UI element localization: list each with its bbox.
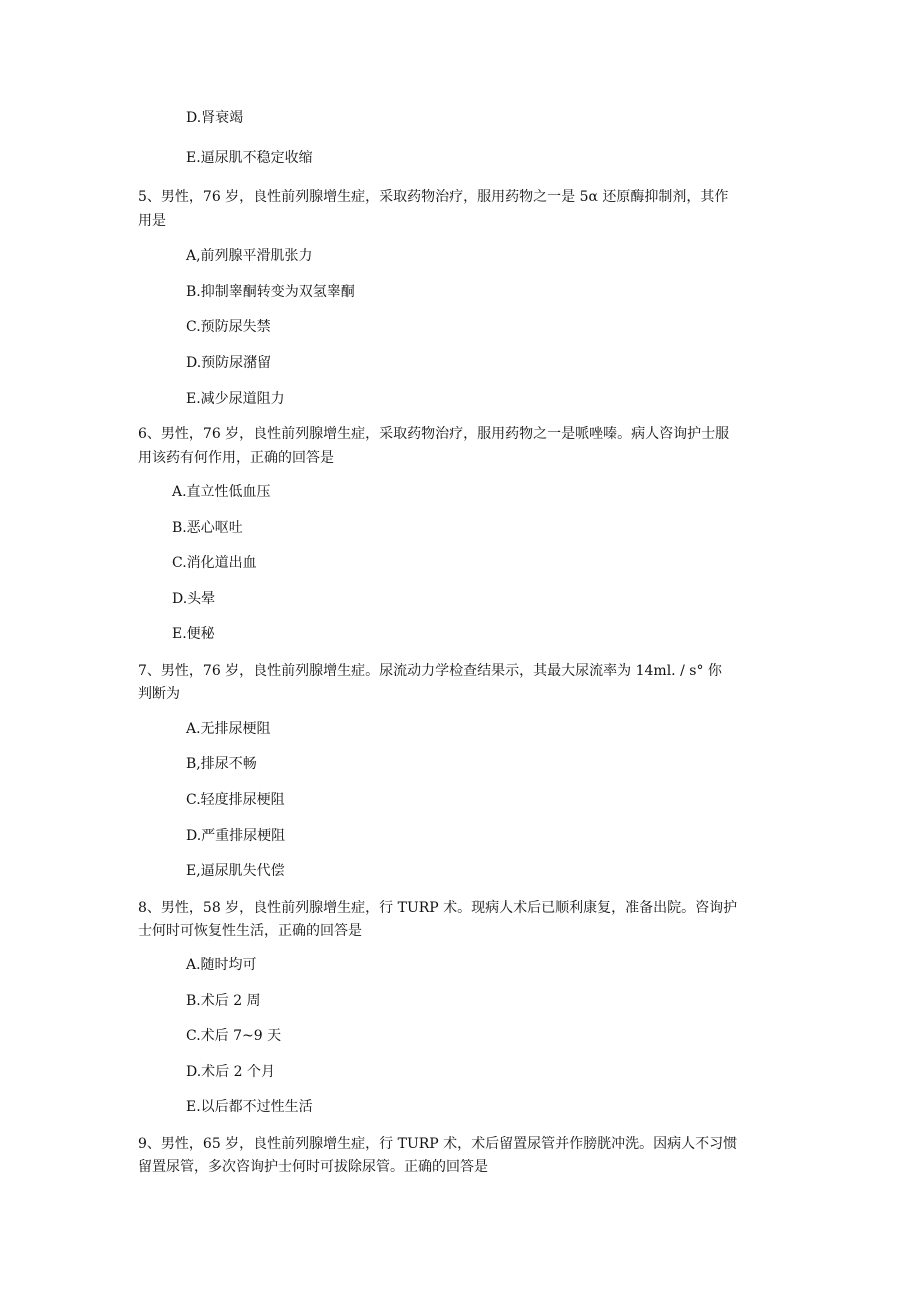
option-c-q6: C.消化道出血: [172, 555, 257, 571]
option-e-q7: E,逼尿肌失代偿: [186, 863, 285, 879]
question-5-line-2: 用是: [138, 213, 166, 229]
question-6-line-1: 6、男性，76 岁，良性前列腺增生症，采取药物治疗，服用药物之一是哌唑嗪。病人咨询护士服: [138, 426, 730, 442]
option-d-q4: D.肾衰竭: [186, 110, 244, 126]
question-9-line-1: 9、男性，65 岁，良性前列腺增生症，行 TURP 术，术后留置尿管并作膀胱冲洗。因病人不习惯: [138, 1136, 738, 1152]
option-b-q7: B,排尿不畅: [186, 756, 257, 772]
option-e-q8: E.以后都不过性生活: [186, 1099, 313, 1115]
option-c-q7: C.轻度排尿梗阻: [186, 792, 285, 808]
question-7-line-2: 判断为: [138, 686, 180, 702]
question-7-line-1: 7、男性，76 岁，良性前列腺增生症。尿流动力学检查结果示，其最大尿流率为 14ml. / s° 你: [138, 663, 722, 679]
option-d-q5: D.预防尿潴留: [186, 355, 272, 371]
option-d-q6: D.头晕: [172, 591, 216, 607]
option-b-q5: B.抑制睾酮转变为双氢睾酮: [186, 284, 355, 300]
option-a-q8: A.随时均可: [186, 957, 257, 973]
option-a-q6: A.直立性低血压: [172, 484, 271, 500]
option-d-q8: D.术后 2 个月: [186, 1064, 275, 1080]
option-e-q6: E.便秘: [172, 626, 215, 642]
option-e-q5: E.减少尿道阻力: [186, 391, 285, 407]
option-c-q8: C.术后 7~9 天: [186, 1028, 282, 1044]
question-6-line-2: 用该药有何作用，正确的回答是: [138, 450, 334, 466]
option-b-q6: B.恶心呕吐: [172, 520, 243, 536]
option-e-q4: E.逼尿肌不稳定收缩: [186, 150, 313, 166]
option-b-q8: B.术后 2 周: [186, 993, 261, 1009]
option-d-q7: D.严重排尿梗阻: [186, 828, 286, 844]
question-5-line-1: 5、男性，76 岁，良性前列腺增生症，采取药物治疗，服用药物之一是 5α 还原酶抑制剂，其作: [138, 189, 729, 205]
option-a-q7: A.无排尿梗阻: [186, 721, 271, 737]
question-9-line-2: 留置尿管，多次咨询护士何时可拔除尿管。正确的回答是: [138, 1159, 488, 1175]
question-8-line-1: 8、男性，58 岁，良性前列腺增生症，行 TURP 术。现病人术后已顺利康复，准备出院。咨询护: [138, 900, 738, 916]
question-8-line-2: 士何时可恢复性生活，正确的回答是: [138, 923, 362, 939]
option-a-q5: A,前列腺平滑肌张力: [186, 248, 313, 264]
option-c-q5: C.预防尿失禁: [186, 319, 271, 335]
